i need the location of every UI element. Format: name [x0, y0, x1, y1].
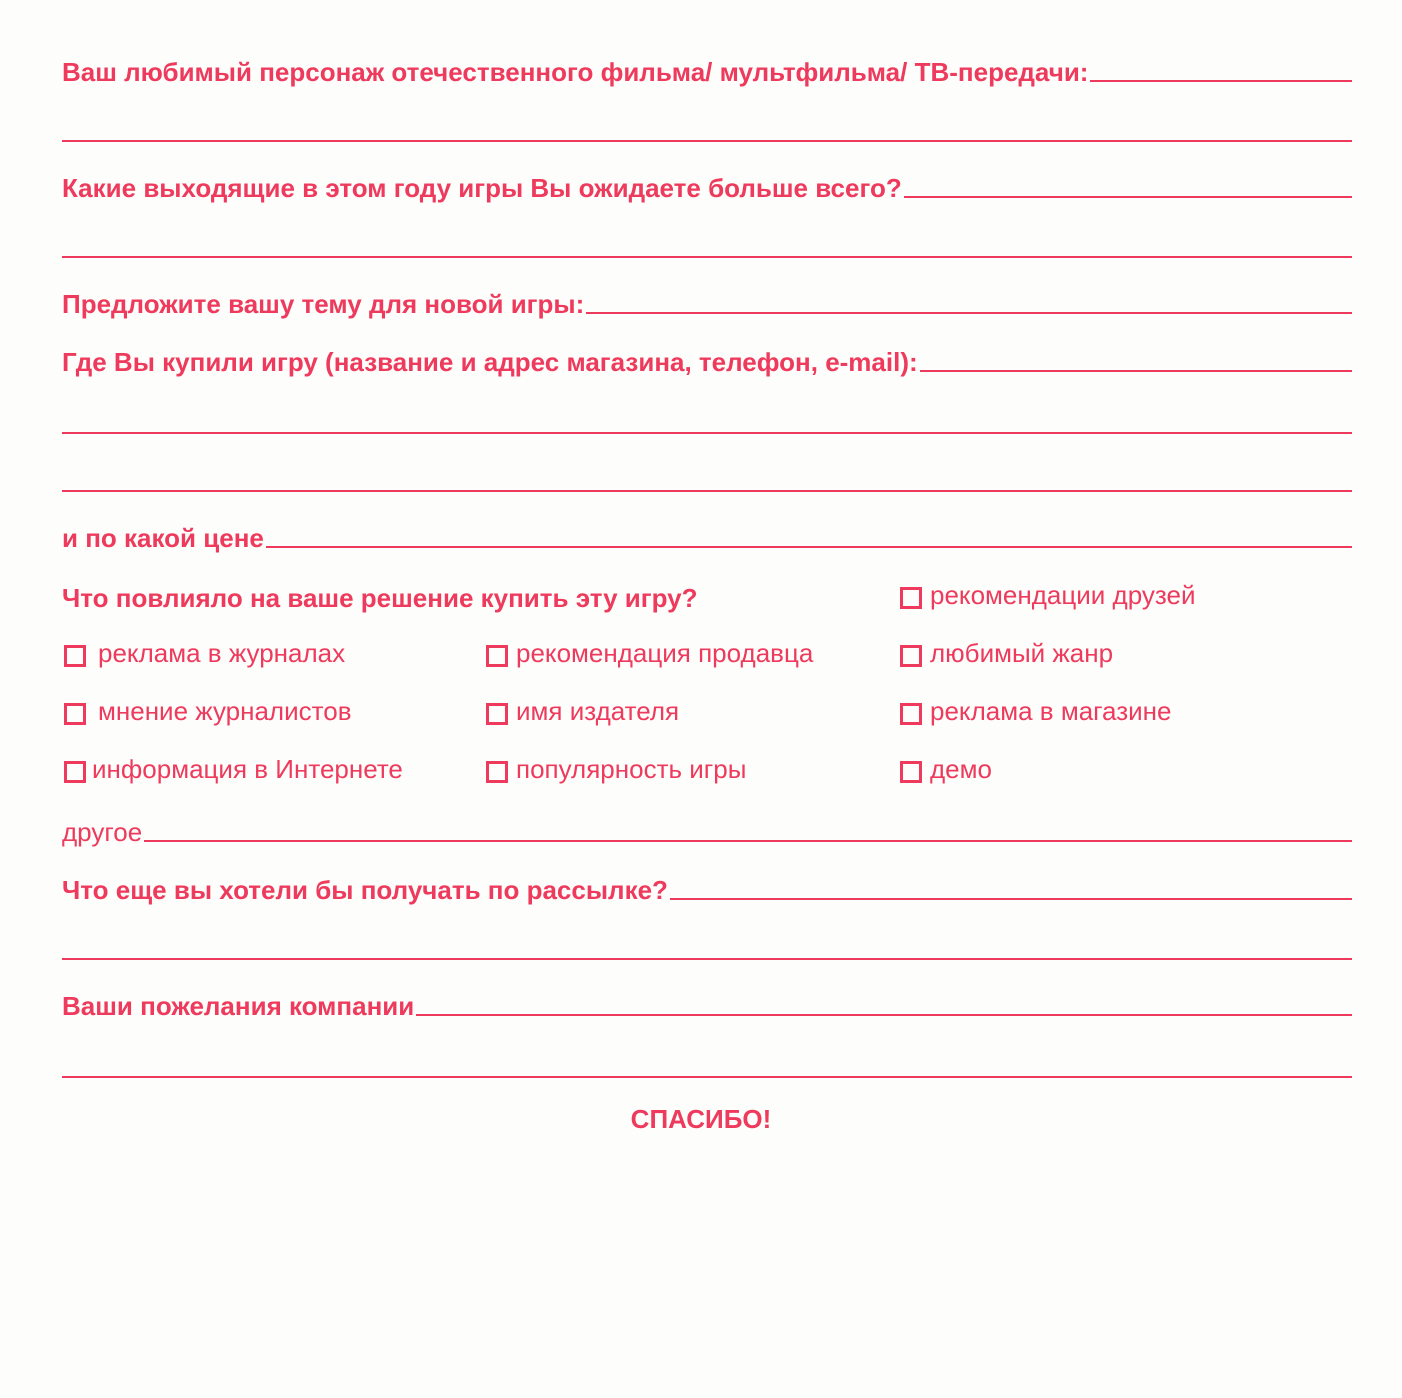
checkbox-favorite-genre[interactable]	[900, 645, 922, 667]
option-label: рекомендации друзей	[930, 579, 1196, 610]
answer-line-expected-games-2[interactable]	[62, 256, 1352, 258]
answer-line-where-bought-2[interactable]	[62, 432, 1352, 434]
answer-line-other[interactable]	[144, 840, 1352, 842]
checkbox-friends-recommendation[interactable]	[900, 587, 922, 609]
answer-line-wishes[interactable]	[416, 1014, 1352, 1016]
question-influence: Что повлияло на ваше решение купить эту игру?	[62, 583, 698, 613]
answer-line-where-bought[interactable]	[920, 370, 1352, 372]
option-favorite-genre[interactable]	[900, 636, 1113, 670]
question-character-row	[62, 48, 1352, 88]
answer-line-character[interactable]	[1090, 80, 1352, 82]
question-mailing-row	[62, 866, 1352, 906]
option-label: информация в Интернете	[92, 753, 403, 784]
answer-line-wishes-2[interactable]	[62, 1076, 1352, 1078]
option-demo[interactable]	[900, 752, 992, 786]
option-game-popularity[interactable]	[486, 752, 746, 786]
answer-line-mailing[interactable]	[670, 898, 1352, 900]
question-price-row	[62, 514, 1352, 554]
option-label: мнение журналистов	[98, 695, 352, 726]
answer-line-price[interactable]	[266, 546, 1352, 548]
answer-line-expected-games[interactable]	[904, 196, 1352, 198]
checkbox-magazine-ads[interactable]	[64, 645, 86, 667]
option-store-ad[interactable]	[900, 694, 1172, 728]
option-friends-recommendation[interactable]	[900, 578, 1195, 612]
answer-line-mailing-2[interactable]	[62, 958, 1352, 960]
option-label: рекомендация продавца	[516, 637, 814, 668]
option-magazine-ads[interactable]	[64, 636, 345, 670]
question-other-row	[62, 808, 1352, 848]
option-publisher-name[interactable]	[486, 694, 679, 728]
question-wishes-row	[62, 982, 1352, 1022]
checkbox-store-ad[interactable]	[900, 703, 922, 725]
option-label: демо	[930, 753, 992, 784]
option-label: популярность игры	[516, 753, 747, 784]
option-journalists-opinion[interactable]	[64, 694, 352, 728]
checkbox-internet-info[interactable]	[64, 761, 86, 783]
checkbox-demo[interactable]	[900, 761, 922, 783]
question-where-bought-row	[62, 338, 1352, 378]
question-new-theme: Предложите вашу тему для новой игры:	[62, 289, 585, 319]
question-price: и по какой цене	[62, 523, 264, 553]
option-seller-recommendation[interactable]	[486, 636, 813, 670]
question-expected-games: Какие выходящие в этом году игры Вы ожидаете больше всего?	[62, 173, 902, 203]
question-other: другое	[62, 817, 143, 847]
option-label: реклама в журналах	[98, 637, 346, 668]
answer-line-character-2[interactable]	[62, 140, 1352, 142]
question-wishes: Ваши пожелания компании	[62, 991, 415, 1021]
question-new-theme-row	[62, 280, 1352, 320]
question-expected-games-row	[62, 164, 1352, 204]
option-label: имя издателя	[516, 695, 680, 726]
checkbox-publisher-name[interactable]	[486, 703, 508, 725]
checkbox-seller-recommendation[interactable]	[486, 645, 508, 667]
question-mailing: Что еще вы хотели бы получать по рассылке?	[62, 875, 668, 905]
question-where-bought: Где Вы купили игру (название и адрес магазина, телефон, e-mail):	[62, 347, 918, 377]
question-influence-row	[62, 574, 698, 614]
answer-line-where-bought-3[interactable]	[62, 490, 1352, 492]
option-label: любимый жанр	[930, 637, 1114, 668]
question-character: Ваш любимый персонаж отечественного фильма/ мультфильма/ ТВ-передачи:	[62, 57, 1089, 87]
checkbox-journalists-opinion[interactable]	[64, 703, 86, 725]
option-label: реклама в магазине	[930, 695, 1172, 726]
answer-line-new-theme[interactable]	[586, 312, 1352, 314]
thanks-text: СПАСИБО!	[630, 1104, 772, 1134]
checkbox-game-popularity[interactable]	[486, 761, 508, 783]
option-internet-info[interactable]	[64, 752, 403, 786]
